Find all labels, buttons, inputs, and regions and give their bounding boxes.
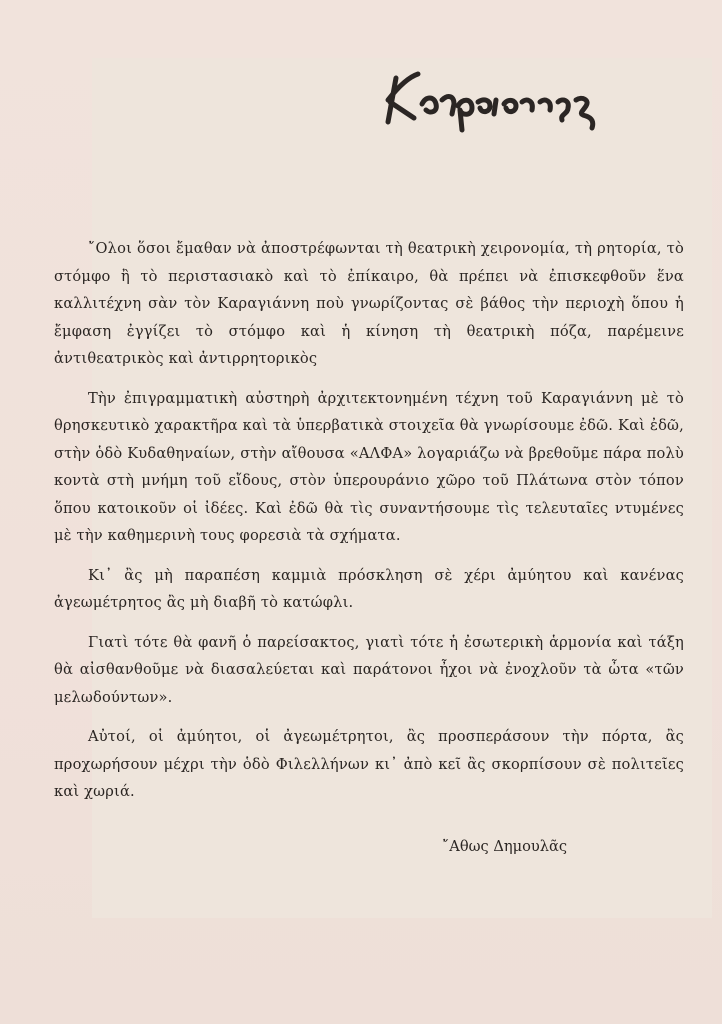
letter-body	[54, 235, 684, 818]
paragraph-2: Τὴν ἐπιγραμματικὴ αὐστηρὴ ἀρχιτεκτονημένη τέχνη τοῦ Καραγιάννη μὲ τὸ θρησκευτικὸ χαρακτῆρα καὶ τὰ ὑπερβατικὰ στοιχεῖα θὰ γνωρίσουμε ἐδῶ. Καὶ ἐδῶ, στὴν ὁδὸ Κυδαθηναίων, στὴν αἴθουσα «ΑΛΦΑ» λογαριάζω νὰ βρεθοῦμε πάρα πολὺ κοντὰ στὴ μνήμη τοῦ εἴδους, στὸν ὑπερουράνιο χῶρο τοῦ Πλάτωνα στὸν τόπον ὅπου κατοικοῦν οἱ ἰδέες. Καὶ ἐδῶ θὰ τὶς συναντήσουμε τὶς τελευταῖες ντυμένες μὲ τὴν καθημερινὴ τους φορεσιὰ τὰ σχήματα.	[54, 389, 684, 544]
paragraph-5: Αὐτοί, οἱ ἀμύητοι, οἱ ἀγεωμέτρητοι, ἂς προσπεράσουν τὴν πόρτα, ἂς προχωρήσουν μέχρι τὴν ὁδὸ Φιλελλήνων κι᾿ ἀπὸ κεῖ ἂς σκορπίσουν σὲ πολιτεῖες καὶ χωριά.	[54, 728, 684, 800]
paragraph-1: ῎Ολοι ὅσοι ἔμαθαν νὰ ἀποστρέφωνται τὴ θεατρικὴ χειρονομία, τὴ ρητορία, τὸ στόμφο ἢ τὸ περιστασιακὸ καὶ τὸ ἐπίκαιρο, θὰ πρέπει νὰ ἐπισκεφθοῦν ἕνα καλλιτέχνη σὰν τὸν Καραγιάννη ποὺ γνωρίζοντας σὲ βάθος τὴν περιοχὴ ὅπου ἡ ἔμφαση ἐγγίζει τὸ στόμφο καὶ ἡ κίνηση τὴ θεατρικὴ πόζα, παρέμεινε ἀντιθεατρικὸς καὶ ἀντιρρητορικὸς	[54, 240, 684, 367]
paragraph-3: Κι᾿ ἂς μὴ παραπέση καμμιὰ πρόσκληση σὲ χέρι ἀμύητου καὶ κανένας ἀγεωμέτρητος ἂς μὴ διαβῆ τὸ κατώφλι.	[54, 566, 684, 611]
author-name: ῎Αθως Δημουλᾶς	[442, 838, 568, 855]
paragraph-4: Γιατὶ τότε θὰ φανῆ ὁ παρείσακτος, γιατὶ τότε ἡ ἐσωτερικὴ ἁρμονία καὶ τάξη θὰ αἰσθανθοῦμε νὰ διασαλεύεται καὶ παράτονοι ἦχοι νὰ ἐνοχλοῦν τὰ ὦτα «τῶν μελωδούντων».	[54, 633, 684, 706]
signature-drawing	[382, 60, 642, 150]
handwritten-signature	[382, 60, 642, 150]
